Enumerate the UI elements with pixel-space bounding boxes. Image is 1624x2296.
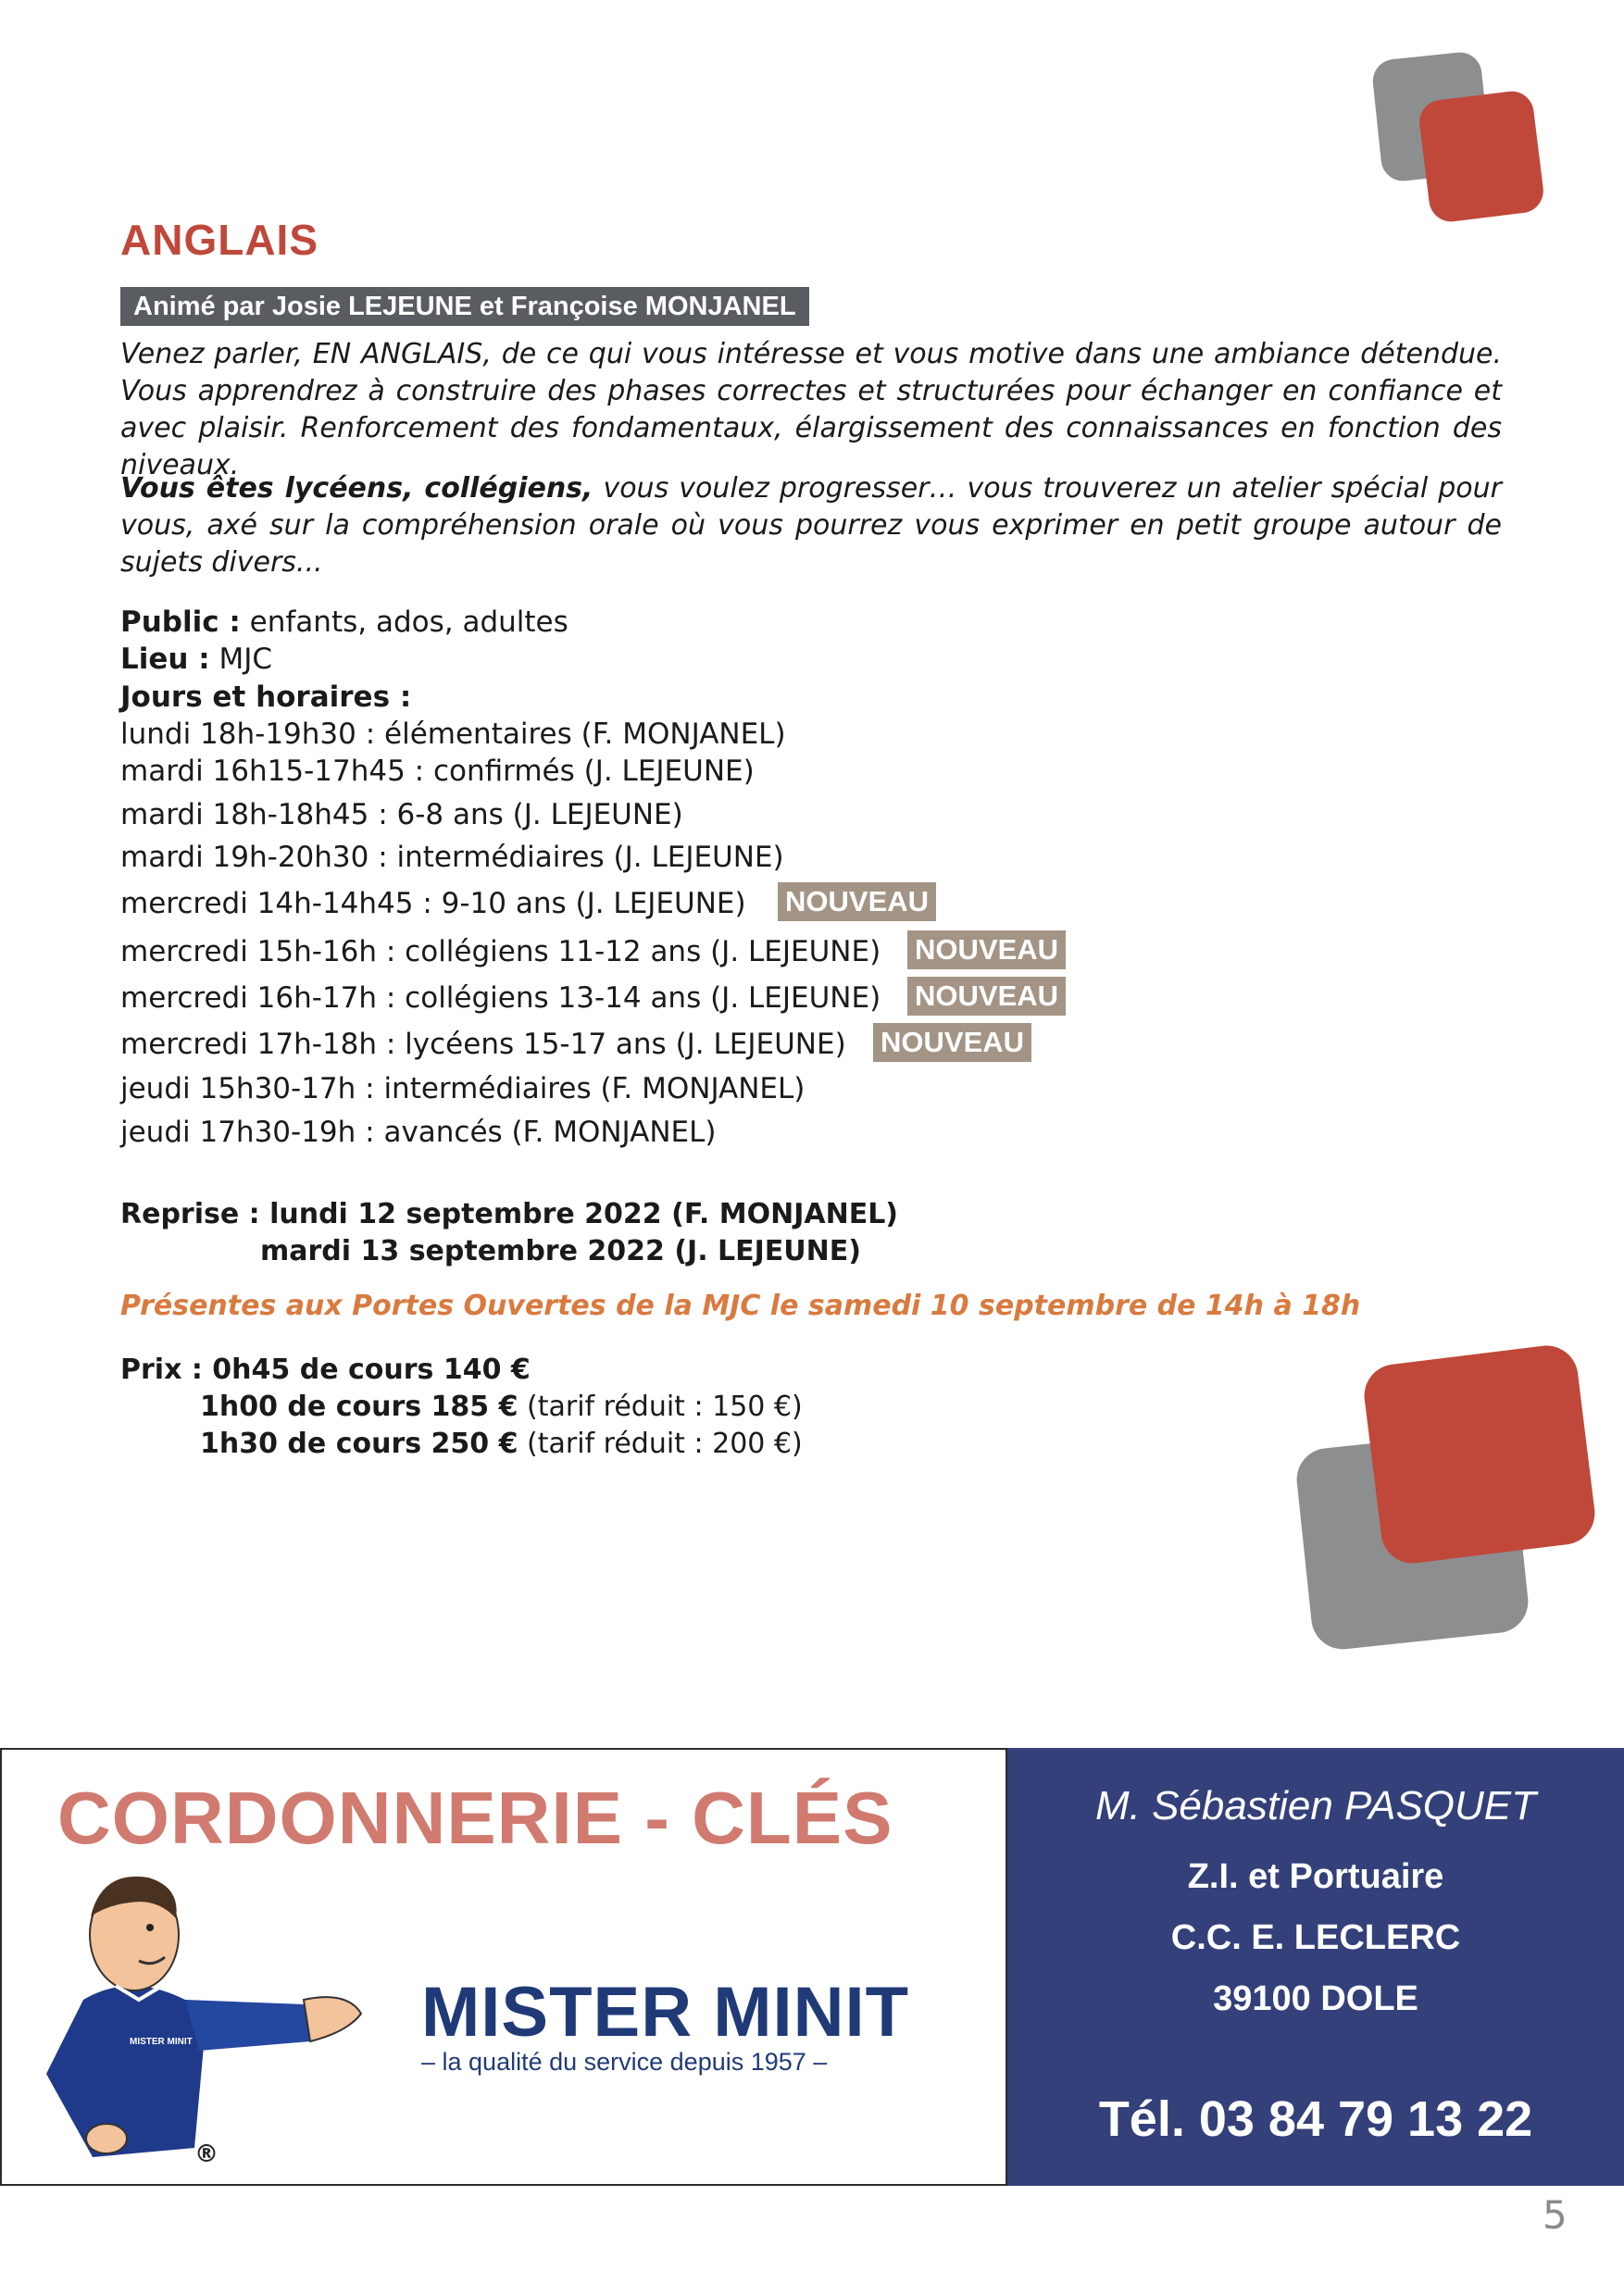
new-badge: NOUVEAU [907, 930, 1066, 969]
registered-mark: ® [194, 2140, 219, 2168]
students-paragraph-text: vous voulez progresser… vous trouverez un atelier spécial pour vous, axé sur la compréhension orale où vous pourrez vous exprimer en petit groupe autour de sujets divers... [120, 472, 1502, 579]
page-number: 5 [1543, 2192, 1568, 2238]
brand-name: MISTER MINIT [421, 1973, 910, 2052]
new-badge: NOUVEAU [873, 1023, 1031, 1062]
schedule-item: jeudi 15h30-17h : intermédiaires (F. MONJANEL) [120, 1072, 806, 1105]
phone-number: Tél. 03 84 79 13 22 [1098, 2091, 1533, 2147]
price-line-3-reduced: (tarif réduit : 200 €) [518, 1428, 803, 1460]
price-line-1: Prix : 0h45 de cours 140 € [120, 1354, 531, 1386]
lieu-value: MJC [209, 643, 273, 676]
address-line-1: Z.I. et Portuaire [1187, 1857, 1444, 1896]
schedule-item: mardi 18h-18h45 : 6-8 ans (J. LEJEUNE) [120, 798, 683, 831]
jours-label: Jours et horaires : [120, 680, 412, 714]
price-line-3 [200, 1426, 803, 1463]
schedule-item: mercredi 15h-16h : collégiens 11-12 ans (J. LEJEUNE) [120, 935, 881, 968]
brand-tagline: – la qualité du service depuis 1957 – [421, 2048, 828, 2076]
public-line [120, 604, 568, 641]
schedule-item: mardi 16h15-17h45 : confirmés (J. LEJEUNE) [120, 755, 755, 788]
decorative-square-red-mid [1361, 1342, 1599, 1567]
jacket-logo-text: MISTER MINIT [130, 2037, 193, 2047]
schedule-item: mercredi 14h-14h45 : 9-10 ans (J. LEJEUNE) [120, 887, 746, 920]
schedule-item: lundi 18h-19h30 : élémentaires (F. MONJANEL) [120, 718, 786, 751]
price-line-2-reduced: (tarif réduit : 150 €) [518, 1391, 803, 1423]
price-line-3-amount: 1h30 de cours 250 € [200, 1428, 518, 1460]
price-line-2 [200, 1389, 803, 1426]
decorative-square-red-top [1417, 89, 1545, 224]
section-title: ANGLAIS [120, 216, 319, 264]
schedule-item: mercredi 17h-18h : lycéens 15-17 ans (J. LEJEUNE) [120, 1028, 846, 1061]
open-house-note: Présentes aux Portes Ouvertes de la MJC le samedi 10 septembre de 14h à 18h [120, 1290, 1361, 1322]
animators-banner: Animé par Josie LEJEUNE et Françoise MONJANEL [120, 287, 809, 326]
lieu-line [120, 641, 272, 678]
address-line-2: C.C. E. LECLERC [1170, 1918, 1461, 1957]
price-line-2-amount: 1h00 de cours 185 € [200, 1391, 518, 1423]
address-line-3: 39100 DOLE [1213, 1979, 1418, 2018]
contact-name: M. Sébastien PASQUET [1094, 1783, 1537, 1828]
ad-heading: CORDONNERIE - CLÉS [57, 1777, 893, 1859]
lieu-label: Lieu : [120, 643, 210, 676]
reprise-line-2: mardi 13 septembre 2022 (J. LEJEUNE) [260, 1235, 861, 1267]
description-paragraph: Venez parler, EN ANGLAIS, de ce qui vous intéresse et vous motive dans une ambiance détendue. Vous apprendrez à construire des phases correctes et structurées pour échanger en confiance et avec plaisir. Renforcement des fondamentaux, élargissement des connaissances en fonction des niveaux. [120, 338, 1502, 481]
ad-contact-panel [1007, 1748, 1624, 2186]
schedule-item: mardi 19h-20h30 : intermédiaires (J. LEJEUNE) [120, 841, 784, 874]
students-paragraph-lead: Vous êtes lycéens, collégiens, [120, 472, 593, 505]
mascot-illustration [28, 1861, 380, 2176]
schedule-item: jeudi 17h30-19h : avancés (F. MONJANEL) [120, 1116, 717, 1149]
public-value: enfants, ados, adultes [240, 605, 568, 639]
new-badge: NOUVEAU [907, 977, 1066, 1016]
public-label: Public : [120, 605, 241, 639]
schedule-item: mercredi 16h-17h : collégiens 13-14 ans (J. LEJEUNE) [120, 981, 881, 1015]
reprise-line-1: Reprise : lundi 12 septembre 2022 (F. MONJANEL) [120, 1198, 899, 1230]
new-badge: NOUVEAU [778, 882, 936, 921]
students-paragraph [120, 470, 1502, 581]
